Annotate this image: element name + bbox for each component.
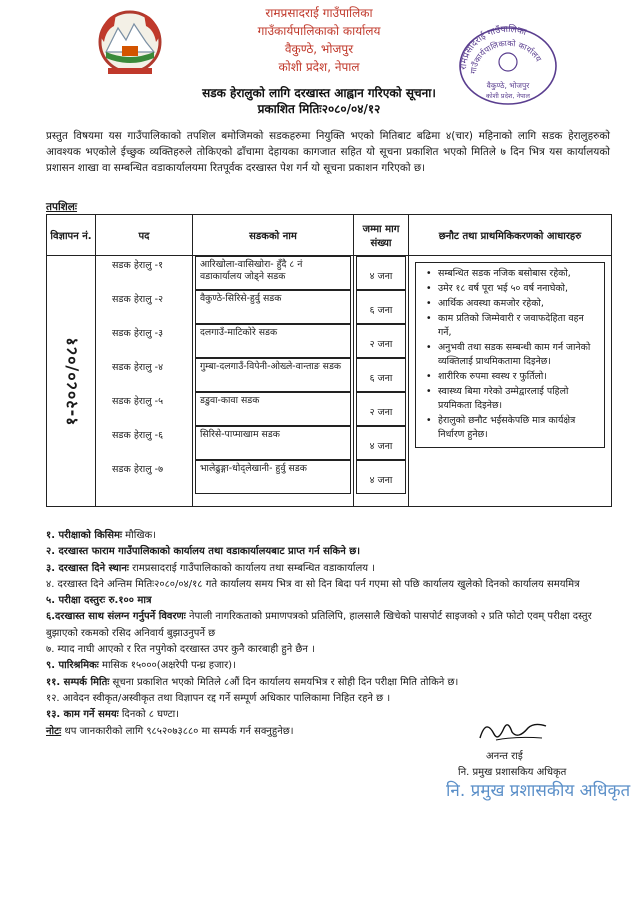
details-heading: तपशिलः (46, 201, 78, 213)
vacancy-table (46, 214, 612, 507)
header-org-name: रामप्रसादराई गाउँपालिका (265, 6, 373, 20)
term-work-hours-text: दिनको ८ घण्टा। (118, 709, 180, 721)
demand-count-cell: ६ जना (356, 358, 406, 392)
road-name-cell: डडुवा-कावा सडक (195, 392, 351, 426)
table-header-row (47, 215, 612, 256)
criteria-column (409, 256, 612, 507)
term-submit-place-label: ३. दरखास्त दिने स्थानः (46, 562, 129, 574)
seal-sub: कोशी प्रदेश, नेपाल (486, 92, 530, 100)
demand-count-cell: ६ जना (356, 290, 406, 324)
criteria-item: • अनुभवी तथा सडक सम्बन्धी काम गर्न जानेको व्यक्तिलाई प्राथमिकतामा दिइनेछ। (432, 341, 598, 369)
criteria-item: • हेरालुको छनौट भईसकेपछि मात्र कार्यक्षेत्र निर्धारण हुनेछ। (432, 414, 598, 442)
term-exam-type (46, 528, 616, 544)
term-note-text: थप जानकारीको लागि ९८५२०७३८८० मा सम्पर्क गर्न सक्नुहुनेछ। (61, 725, 294, 737)
road-name-cell: सिरिसे-पाप्माखाम सडक (195, 426, 351, 460)
signer-title: नि. प्रमुख प्रशासकिय अधिकृत (458, 767, 567, 778)
criteria-item: • काम प्रतिको जिम्मेवारी र जवाफदेहिता वहन गर्ने, (432, 312, 598, 340)
ad-number-cell (47, 256, 96, 507)
demand-count-cell: २ जना (356, 392, 406, 426)
criteria-box (415, 262, 605, 448)
term-documents-text: नेपाली नागरिकताको प्रमाणपत्रको प्रतिलिपि, हालसालै खिचेको पासपोर्ट साइजको २ प्रति फोटो एवम् परीक्षा दस्तुर बुझाएको रकमको रसिद अनिवार्य बुझाउनुपर्ने छ (46, 611, 592, 639)
count-column (354, 256, 409, 507)
term-documents-label: ६.दरखास्त साथ संलग्न गर्नुपर्ने विवरणः (46, 611, 186, 623)
notice-terms (46, 528, 616, 740)
criteria-item: • शारीरिक रुपमा स्वस्थ र फुर्तिलो। (432, 370, 598, 384)
post-cell: सडक हेरालु -५ (112, 396, 164, 407)
post-cell: सडक हेरालु -२ (112, 294, 164, 305)
term-salary (46, 658, 616, 674)
criteria-item: • स्वास्थ्य बिमा गरेको उम्मेद्वारलाई पहिलो प्रयमिकता दिइनेछ। (432, 385, 598, 413)
office-seal-stamp (452, 18, 562, 106)
designation-stamp: नि. प्रमुख प्रशासकीय अधिकृत (446, 781, 631, 801)
term-work-hours-label: १३. काम गर्ने समयः (46, 709, 119, 721)
header-post: पद (96, 215, 193, 256)
term-documents (46, 609, 616, 642)
term-contact-date (46, 675, 616, 691)
post-cell: सडक हेरालु -३ (112, 328, 164, 339)
term-salary-label: ९. पारिश्रमिकः (46, 660, 99, 672)
header-office: गाउँकार्यपालिकाको कार्यालय (257, 24, 381, 38)
header-criteria: छनौट तथा प्राथमिकिकरणको आधारहरु (409, 215, 612, 256)
term-exam-type-label: १. परीक्षाको किसिमः (46, 530, 122, 541)
intro-paragraph: प्रस्तुत विषयमा यस गाउँपालिकाको तपशिल बमोजिमको सडकहरुमा नियुक्ति भएको मितिबाट बढिमा ४(चार) महिनाको लागि सडक हेरालुहरुको आवश्यक भएकोले ईच्छुक व्यक्तिहरुले तोकिएको ढाँचामा देहायका कागजात सहित यो सूचना प्रकाशित भएको मितिले ७ दिन भित्र यस कार्यालयको प्रशासन शाखा वा सम्बन्धित वडाकार्यालयमा रितपूर्वक दरखास्त पेश गर्न यो सूचना प्रकाशन गरिएको छ। (46, 130, 610, 174)
header-ad-no: विज्ञापन नं. (47, 215, 96, 256)
term-form-availability: २. दरखास्त फाराम गाउँपालिकाको कार्यालय तथा वडाकार्यालयबाट प्राप्त गर्न सकिने छ। (46, 546, 361, 558)
notice-title: सडक हेरालुको लागि दरखास्त आह्वान गरिएको सूचना। (202, 86, 436, 100)
term-exam-fee: ५. परीक्षा दस्तुरः रु.१०० मात्र (46, 595, 152, 607)
published-date: प्रकाशित मितिः२०८०/०४/१२ (257, 102, 381, 116)
seal-arc-mid: गाउँकार्यपालिकाको कार्यालय (468, 38, 544, 75)
post-cell: सडक हेरालु -६ (112, 430, 164, 441)
term-salary-text: मासिक १५०००(अक्षरेपी पन्ध्र हजार)। (98, 660, 236, 672)
road-column (193, 256, 354, 507)
seal-bottom: वैकुण्ठे, भोजपुर (486, 81, 530, 90)
post-cell: सडक हेरालु -४ (112, 362, 164, 373)
header-count: जम्मा माग संख्या (354, 215, 409, 256)
road-name-cell: आरिखोला-वासिखोरा- हुँदै ८ नं वडाकार्यालय जोड्ने सडक (195, 256, 351, 290)
demand-count-cell: ४ जना (356, 256, 406, 290)
ad-number: १-२०८०/०८१ (62, 336, 81, 426)
term-contact-date-text: सूचना प्रकाशित भएको मितिले ८औं दिन कार्यालय समयभित्र र सोही दिन परीक्षा मिति तोकिने छ। (109, 676, 459, 688)
criteria-item: • आर्थिक अवस्था कमजोर रहेको, (432, 297, 598, 311)
term-contact-date-label: ११. सम्पर्क मितिः (46, 676, 110, 688)
term-late-applications: ७. म्याद नाघी आएको र रित नपुगेको दरखास्त उपर कुनै कारबाही हुने छैन । (46, 644, 315, 656)
header-location: वैकुण्ठे, भोजपुर (284, 42, 354, 56)
post-cell: सडक हेरालु -७ (112, 464, 164, 475)
term-submit-place-text: रामप्रसादराई गाउँपालिकाको कार्यालय तथा सम्बन्धित वडाकार्यालय । (128, 562, 376, 574)
term-rights: १२. आवेदन स्वीकृत/अस्वीकृत तथा विज्ञापन रद्द गर्ने सम्पूर्ण अधिकार पालिकामा निहित रहने छ । (46, 692, 391, 704)
demand-count-cell: ४ जना (356, 460, 406, 494)
table-body-row (47, 256, 612, 507)
criteria-item: • उमेर १८ वर्ष पूरा भई ५० वर्ष ननाघेको, (432, 282, 598, 296)
demand-count-cell: २ जना (356, 324, 406, 358)
term-submit-place (46, 561, 616, 577)
road-name-cell: वैकुण्ठे-सिरिसे-हुर्वु सडक (195, 290, 351, 324)
term-deadline: ४. दरखास्त दिने अन्तिम मितिः२०८०/०४/१८ गते कार्यालय समय भित्र वा सो दिन बिदा पर्न गएमा सो पछि कार्यालय खुलेको दिनको कार्यालय समयमित्र (46, 578, 580, 590)
signature-mark (476, 714, 550, 744)
demand-count-cell: ४ जना (356, 426, 406, 460)
seal-arc-top: रामप्रसादराई गाउँपालिका (458, 24, 528, 71)
term-exam-type-text: मौखिक। (121, 530, 156, 541)
road-name-cell: भालेढुङ्गा-धोद्लेखानी- हुर्वु सडक (195, 460, 351, 494)
term-note-label: नोटः (46, 725, 62, 737)
header-province: कोशी प्रदेश, नेपाल (278, 60, 360, 74)
header-road: सडकको नाम (193, 215, 354, 256)
signer-name: अनन्त राई (486, 751, 523, 762)
post-column (96, 256, 193, 507)
road-name-cell: गुम्बा-दलगाउँ-विपेनी-ओख्ले-वान्ताङ सडक (195, 358, 351, 392)
criteria-item: • सम्बन्धित सडक नजिक बसोबास रहेको, (432, 267, 598, 281)
road-name-cell: दलगाउँ-माटिकोरे सडक (195, 324, 351, 358)
post-cell: सडक हेरालु -१ (112, 260, 164, 271)
